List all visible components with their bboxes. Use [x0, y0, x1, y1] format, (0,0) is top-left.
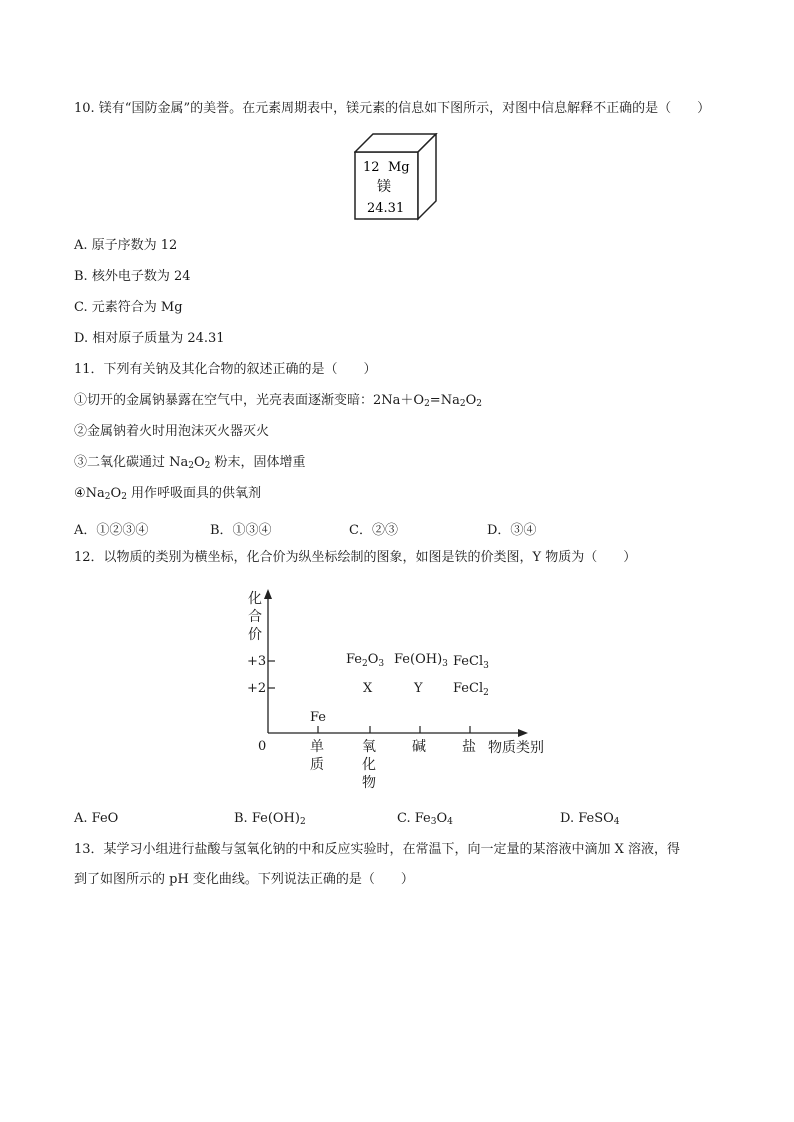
- x-cat-elemental-1: 单: [310, 739, 324, 755]
- q11-option-d: D．③④: [487, 523, 537, 538]
- q11-stem: 11．下列有关钠及其化合物的叙述正确的是（ ）: [74, 362, 377, 377]
- point-fe: Fe: [310, 710, 327, 725]
- q11-statement-4: $④Na_2O_2$ 用作呼吸面具的供氧剂: [74, 486, 262, 502]
- q12-option-a: A. FeO: [74, 811, 119, 826]
- y-axis-arrow: [264, 589, 272, 599]
- q11-statement-1: ①切开的金属钠暴露在空气中，光亮表面逐渐变暗：$2Na+O_2=Na_2O_2$: [74, 393, 482, 409]
- x-cat-oxide-2: 化: [362, 757, 376, 773]
- point-x: X: [363, 681, 373, 696]
- q12-stem: 12．以物质的类别为横坐标，化合价为纵坐标绘制的图象，如图是铁的价类图，Y 物质为（ ）: [74, 550, 637, 565]
- point-feoh3: $Fe(OH)_3$: [394, 652, 448, 669]
- atomic-mass: 24.31: [367, 201, 405, 216]
- y-label-char-3: 价: [248, 627, 262, 643]
- q10-option-c: C. 元素符合为 Mg: [74, 300, 183, 315]
- q11-statement-2: ②金属钠着火时用泡沫灭火器灭火: [74, 424, 270, 439]
- q12-option-b: B. $Fe(OH)_2$: [234, 811, 306, 827]
- y-tick-plus2: +2: [247, 681, 267, 696]
- element-symbol: Mg: [388, 160, 410, 175]
- point-fecl2: FeCl$_2$: [453, 681, 489, 698]
- q10-option-b: B. 核外电子数为 24: [74, 269, 191, 284]
- q10-stem: 10. 镁有“国防金属”的美誉。在元素周期表中，镁元素的信息如下图所示，对图中信息解释不正确的是（ ）: [74, 101, 711, 116]
- q11-options: [74, 519, 574, 538]
- y-label-char-1: 化: [248, 591, 262, 607]
- atomic-number: 12: [363, 160, 380, 175]
- x-cat-elemental-2: 质: [310, 757, 324, 773]
- x-cat-oxide-3: 物: [362, 775, 376, 791]
- origin-label: 0: [258, 739, 267, 754]
- x-cat-oxide-1: 氧: [362, 739, 376, 755]
- point-fe2o3: $Fe_2O_3$: [346, 652, 385, 669]
- point-fecl3: FeCl$_3$: [453, 654, 489, 671]
- q12-option-c: C. $Fe_3O_4$: [397, 811, 453, 827]
- x-cat-salt: 盐: [462, 739, 476, 755]
- x-axis-label: 物质类别: [488, 740, 544, 756]
- q11-option-b: B．①③④: [210, 523, 272, 538]
- q13-stem-line-2: 到了如图所示的 pH 变化曲线。下列说法正确的是（ ）: [74, 872, 414, 887]
- q12-options: [74, 811, 714, 827]
- q11-option-c: C．②③: [349, 523, 398, 538]
- x-cat-base: 碱: [412, 739, 426, 755]
- q13-stem-line-1: 13．某学习小组进行盐酸与氢氧化钠的中和反应实验时，在常温下，向一定量的某溶液中滴加 X 溶液，得: [74, 842, 681, 857]
- y-tick-plus3: +3: [247, 654, 267, 669]
- q11-statement-3: ③二氧化碳通过 $Na_2O_2$ 粉末，固体增重: [74, 455, 306, 471]
- point-y: Y: [414, 681, 423, 696]
- magnesium-element-card: [354, 133, 438, 221]
- q11-option-a: A．①②③④: [74, 523, 149, 538]
- y-label-char-2: 合: [248, 609, 262, 625]
- iron-valence-category-chart: [230, 585, 570, 795]
- q12-option-d: D. FeSO$_4$: [560, 811, 620, 827]
- q10-option-a: A. 原子序数为 12: [74, 238, 178, 253]
- x-axis-arrow: [518, 729, 528, 737]
- element-name: 镁: [377, 179, 391, 195]
- q10-option-d: D. 相对原子质量为 24.31: [74, 331, 225, 346]
